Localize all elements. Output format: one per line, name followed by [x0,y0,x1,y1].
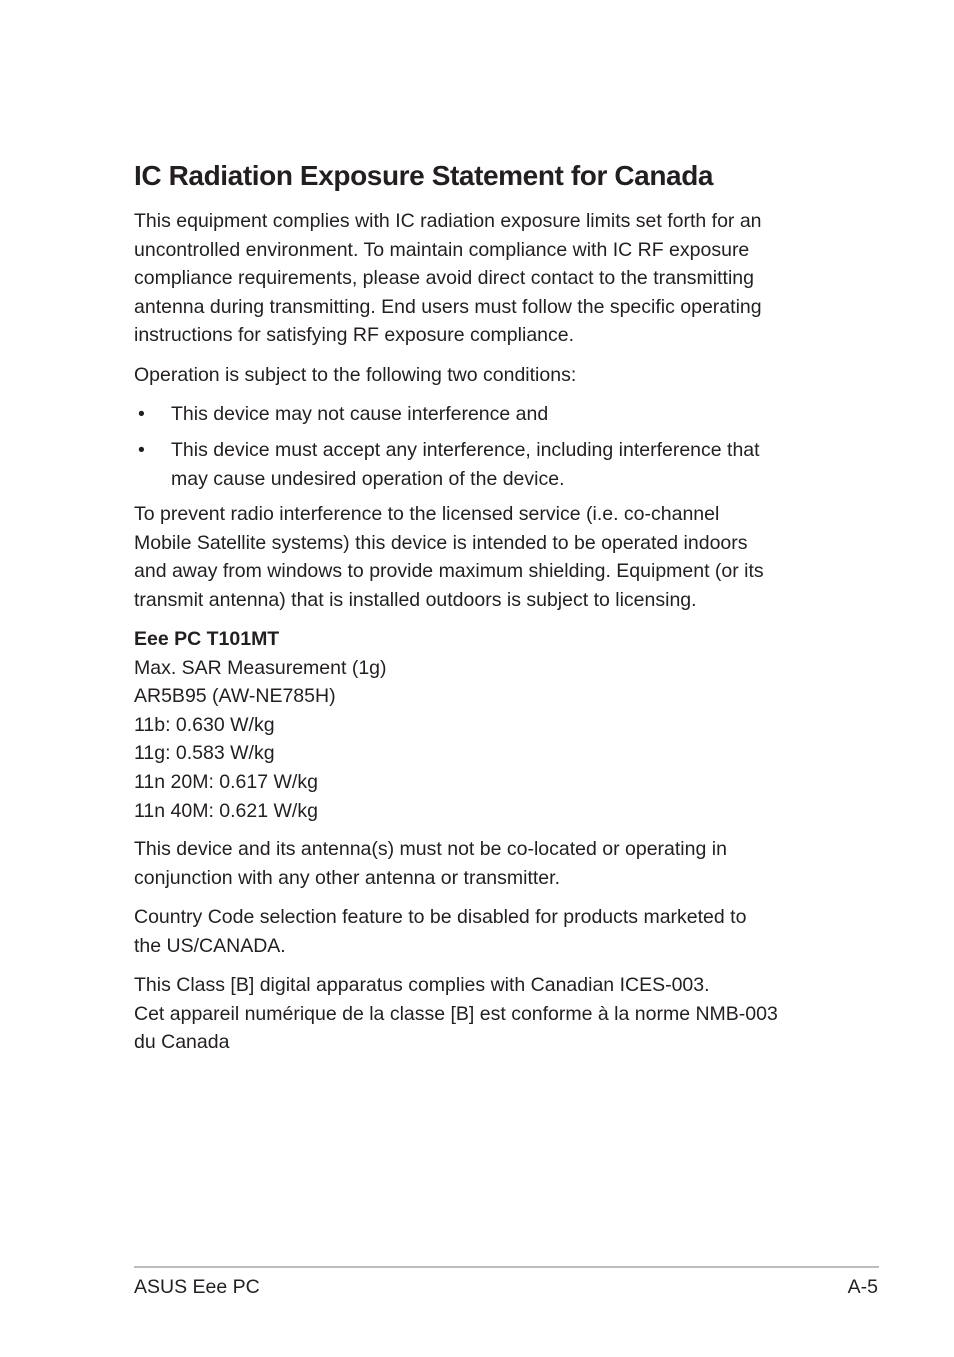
text-line: antenna during transmitting. End users must follow the specific operating [134,295,762,318]
text-line: 11n 40M: 0.621 W/kg [134,799,318,822]
text-line: This device must accept any interference, including interference that [171,439,760,461]
paragraph-interference [134,500,764,614]
paragraph-ices [134,971,778,1057]
text-line: transmit antenna) that is installed outdoors is subject to licensing. [134,588,697,611]
text-line: and away from windows to provide maximum shielding. Equipment (or its [134,560,764,583]
bullet-icon: • [138,403,145,425]
sar-block [134,625,387,825]
bullet-icon: • [138,439,145,461]
paragraph-exposure [134,207,762,350]
page-title: IC Radiation Exposure Statement for Canada [134,160,714,191]
footer-divider [134,1266,879,1268]
model-heading: Eee PC T101MT [134,628,280,650]
text-line: conjunction with any other antenna or transmitter. [134,866,560,889]
text-line: To prevent radio interference to the licensed service (i.e. co-channel [134,503,720,525]
text-line: Mobile Satellite systems) this device is intended to be operated indoors [134,531,748,554]
text-line: This device may not cause interference and [171,403,549,425]
text-line: 11g: 0.583 W/kg [134,742,275,765]
text-line: 11b: 0.630 W/kg [134,713,275,736]
text-line: AR5B95 (AW-NE785H) [134,685,336,708]
text-line: uncontrolled environment. To maintain compliance with IC RF exposure [134,238,750,261]
text-line: may cause undesired operation of the device. [171,467,565,490]
paragraph-conditions [134,361,576,390]
text-line: This device and its antenna(s) must not be co-located or operating in [134,838,727,860]
text-line: Cet appareil numérique de la classe [B] est conforme à la norme NMB-003 [134,1002,778,1025]
text-line: instructions for satisfying RF exposure compliance. [134,324,575,347]
text-line: Max. SAR Measurement (1g) [134,656,387,679]
paragraph-country-code [134,903,746,960]
text-line: This Class [B] digital apparatus complies with Canadian ICES-003. [134,974,710,996]
text-line: 11n 20M: 0.617 W/kg [134,770,318,793]
text-line: Country Code selection feature to be disabled for products marketed to [134,906,747,928]
text-line: This equipment complies with IC radiation exposure limits set forth for an [134,210,762,232]
text-line: the US/CANADA. [134,934,286,957]
page-number: A-5 [847,1276,878,1298]
paragraph-colocation [134,835,727,892]
footer-title: ASUS Eee PC [134,1276,260,1298]
text-line: du Canada [134,1031,230,1054]
text-line: compliance requirements, please avoid direct contact to the transmitting [134,267,754,290]
text-line: Operation is subject to the following two conditions: [134,364,577,386]
